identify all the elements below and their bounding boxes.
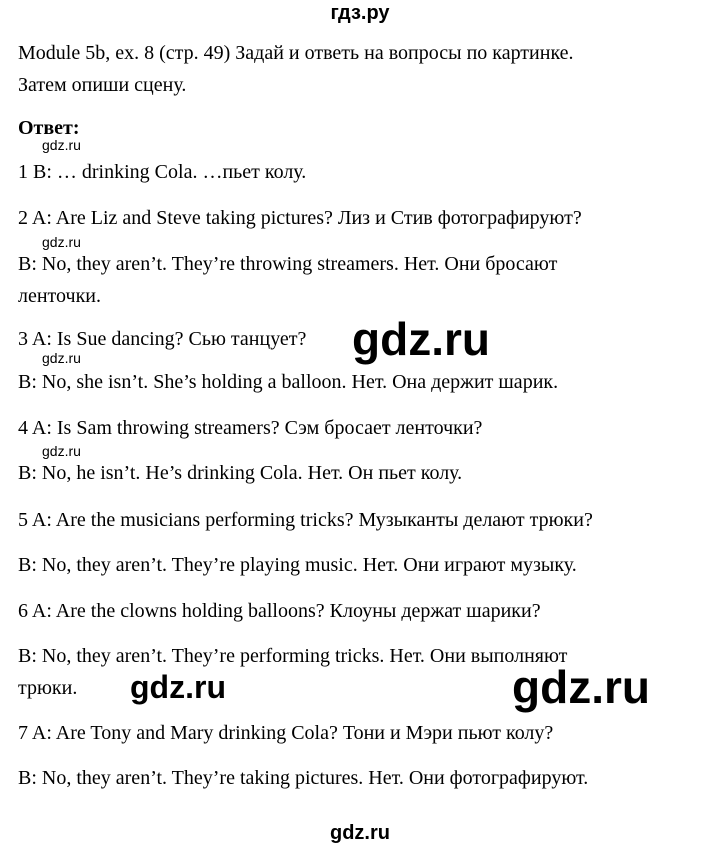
answer-line: B: No, they aren’t. They’re playing music. Нет. Они играют музыку. (18, 554, 577, 576)
answer-line: 7 A: Are Tony and Mary drinking Cola? Тони и Мэри пьют колу? (18, 722, 554, 744)
answer-line: ленточки. (18, 285, 101, 307)
watermark-small: gdz.ru (42, 234, 81, 250)
answer-line: 4 A: Is Sam throwing streamers? Сэм бросает ленточки? (18, 417, 483, 439)
answer-line: B: No, they aren’t. They’re throwing streamers. Нет. Они бросают (18, 253, 558, 275)
site-header: гдз.ру (330, 2, 390, 24)
watermark-small: gdz.ru (42, 137, 81, 153)
watermark-small: gdz.ru (42, 350, 81, 366)
answer-heading: Ответ: (18, 117, 80, 139)
answer-line: 1 B: … drinking Cola. …пьет колу. (18, 161, 307, 183)
task-line-2: Затем опиши сцену. (18, 74, 187, 96)
watermark-small: gdz.ru (42, 443, 81, 459)
watermark-large: gdz.ru (352, 313, 490, 365)
answer-line: 5 A: Are the musicians performing tricks? Музыканты делают трюки? (18, 509, 593, 531)
answer-line: B: No, they aren’t. They’re taking pictures. Нет. Они фотографируют. (18, 767, 589, 789)
answer-line: 2 A: Are Liz and Steve taking pictures? Лиз и Стив фотографируют? (18, 207, 582, 229)
answer-line: трюки. (18, 677, 78, 699)
watermark-large: gdz.ru (130, 669, 226, 705)
answer-line: 3 A: Is Sue dancing? Сью танцует? (18, 328, 307, 350)
answer-line: B: No, she isn’t. She’s holding a balloon. Нет. Она держит шарик. (18, 371, 559, 393)
answer-line: B: No, he isn’t. He’s drinking Cola. Нет. Он пьет колу. (18, 462, 463, 484)
watermark-large: gdz.ru (512, 661, 650, 713)
task-line-1: Module 5b, ex. 8 (стр. 49) Задай и ответь на вопросы по картинке. (18, 42, 574, 64)
site-footer: gdz.ru (330, 822, 390, 844)
answer-line: 6 A: Are the clowns holding balloons? Клоуны держат шарики? (18, 600, 541, 622)
answer-line: B: No, they aren’t. They’re performing tricks. Нет. Они выполняют (18, 645, 568, 667)
